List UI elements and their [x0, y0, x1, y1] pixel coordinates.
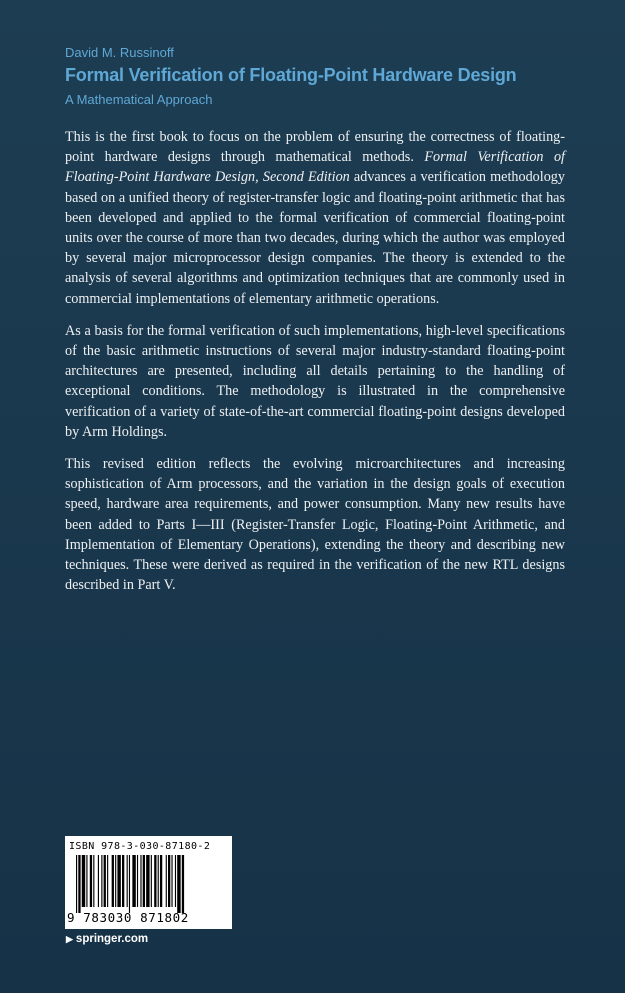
blurb-paragraph-2: As a basis for the formal verification of such implementations, high-level specifications of the basic arithmetic instructions of several major industry-standard floating-point architectures are presented, including all details pertaining to the handling of exceptional conditions. The methodology is illustrated in the comprehensive verification of a variety of state-of-the-art commercial floating-point designs developed by Arm Holdings. — [65, 322, 565, 440]
barcode-bar — [177, 855, 180, 913]
barcode-bar — [117, 855, 120, 907]
barcode-bar — [127, 855, 128, 907]
barcode-bar — [122, 855, 124, 907]
barcode-bars — [76, 855, 222, 913]
barcode-bar — [132, 855, 135, 907]
blurb-paragraph-3: This revised edition reflects the evolving microarchitectures and increasing sophistication of Arm processors, and the variation in the design goals of execution speed, hardware area requirements, and power consumption. Many new results have been added to Parts I—III (Register-Transfer Logic, Floating-Point Arithmetic, and Implementation of Elementary Operations), extending the theory and describing new techniques. These were derived as required in the verification of the new RTL designs described in Part V. — [65, 456, 565, 594]
barcode-bar — [140, 855, 141, 907]
barcode-bar — [78, 855, 80, 913]
barcode-bar — [86, 855, 87, 907]
arrow-right-icon: ▶ — [66, 933, 73, 944]
barcode-bar — [90, 855, 92, 907]
barcode-bar — [129, 855, 130, 913]
barcode-bar — [158, 855, 159, 907]
barcode-bar — [146, 855, 149, 907]
blurb-p1-italic-title: Formal Verification of Floating-Point Hardware Design, Second Edition — [65, 149, 566, 186]
book-title: Formal Verification of Floating-Point Hardware Design — [65, 65, 517, 85]
cover-header — [65, 44, 585, 109]
barcode-bar — [154, 855, 156, 907]
blurb-paragraph-1 — [65, 127, 565, 309]
barcode-bar — [98, 855, 99, 907]
author-name: David M. Russinoff — [65, 45, 174, 60]
barcode-bar — [107, 855, 108, 907]
barcode-bar — [182, 855, 184, 913]
barcode-bar — [104, 855, 106, 907]
isbn-label: ISBN 978-3-030-87180-2 — [69, 841, 211, 852]
barcode-digits: 9 783030 871802 — [67, 910, 189, 925]
barcode-bar — [143, 855, 145, 907]
publisher-link[interactable] — [66, 933, 148, 945]
barcode-bar — [137, 855, 138, 907]
publisher-url: springer.com — [75, 933, 149, 945]
barcode-bar — [175, 855, 176, 907]
blurb-p1-start: This is the first book to focus on the problem of ensuring the correctness of floating-point hardware designs through mathematical methods. — [65, 129, 565, 166]
barcode-bar — [160, 855, 162, 907]
barcode-bar — [171, 855, 172, 907]
barcode-bar — [168, 855, 170, 907]
barcode-bar — [101, 855, 102, 907]
barcode-bar — [112, 855, 114, 907]
back-cover-blurb — [65, 127, 565, 607]
isbn-barcode — [65, 836, 232, 929]
barcode-bar — [82, 855, 85, 907]
barcode-bar — [115, 855, 116, 907]
barcode-bar — [76, 855, 77, 913]
book-subtitle: A Mathematical Approach — [65, 92, 213, 107]
barcode-bar — [166, 855, 167, 907]
barcode-bar — [93, 855, 94, 907]
blurb-p1-end: advances a verification methodology based on a unified theory of register-transfer logic and floating-point arithmetic that has been developed and applied to the formal verification of commercial floating-point units over the course of more than two decades, during which the author was employed by several major microprocessor design companies. The theory is extended to the analysis of several algorithms and optimization techniques that are commonly used in commercial implementations of elementary arithmetic operations. — [65, 169, 565, 307]
barcode-bar — [151, 855, 152, 907]
